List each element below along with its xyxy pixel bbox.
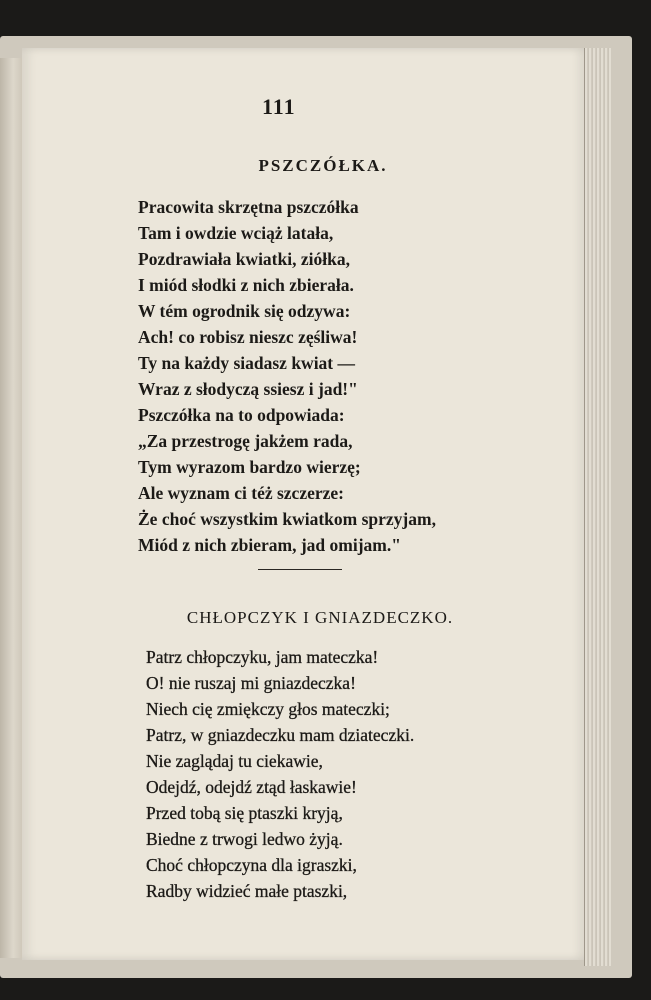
verse-line: Pozdrawiała kwiatki, ziółka, <box>138 249 350 269</box>
poem-title-pszczolka: PSZCZÓŁKA. <box>258 156 388 175</box>
verse-line: I miód słodki z nich zbierała. <box>138 275 354 295</box>
verse-line: „Za przestrogę jakżem rada, <box>138 431 353 451</box>
poem-title-chlopczyk: CHŁOPCZYK I GNIAZDECZKO. <box>186 608 454 627</box>
page-edges <box>584 48 611 966</box>
verse-line: Ale wyznam ci téż szczerze: <box>138 483 344 503</box>
verse-line: Patrz, w gniazdeczku mam dziateczki. <box>146 725 415 745</box>
verse-line: O! nie ruszaj mi gniazdeczka! <box>146 673 356 693</box>
verse-line: Choć chłopczyna dla igraszki, <box>146 855 357 875</box>
book-page <box>22 48 584 960</box>
verse-line: Pracowita skrzętna pszczółka <box>138 197 359 217</box>
verse-line: Ach! co robisz nieszc zęśliwa! <box>138 327 358 347</box>
verse-line: Nie zaglądaj tu ciekawie, <box>146 751 323 771</box>
poem-chlopczyk-verses <box>146 644 414 904</box>
verse-line: Odejdź, odejdź ztąd łaskawie! <box>146 777 357 797</box>
verse-line: Ty na każdy siadasz kwiat — <box>138 353 356 373</box>
verse-line: Przed tobą się ptaszki kryją, <box>146 803 343 823</box>
verse-line: Patrz chłopczyku, jam mateczka! <box>146 647 379 667</box>
verse-line: Radby widzieć małe ptaszki, <box>146 881 348 901</box>
verse-line: Tam i owdzie wciąż latała, <box>138 223 334 243</box>
verse-line: Biedne z trwogi ledwo żyją. <box>146 829 343 849</box>
verse-line: W tém ogrodnik się odzywa: <box>138 301 351 321</box>
poem-pszczolka-verses <box>138 194 436 558</box>
verse-line: Tym wyrazom bardzo wierzę; <box>138 457 361 477</box>
section-separator <box>258 569 342 570</box>
verse-line: Pszczółka na to odpowiada: <box>138 405 345 425</box>
verse-line: Wraz z słodyczą ssiesz i jad!" <box>138 379 358 399</box>
verse-line: Niech cię zmiękczy głos mateczki; <box>146 699 390 719</box>
left-page-edge <box>0 58 23 958</box>
page-number: 111 <box>262 94 296 119</box>
verse-line: Że choć wszystkim kwiatkom sprzyjam, <box>138 509 436 529</box>
verse-line: Miód z nich zbieram, jad omijam." <box>138 535 401 555</box>
